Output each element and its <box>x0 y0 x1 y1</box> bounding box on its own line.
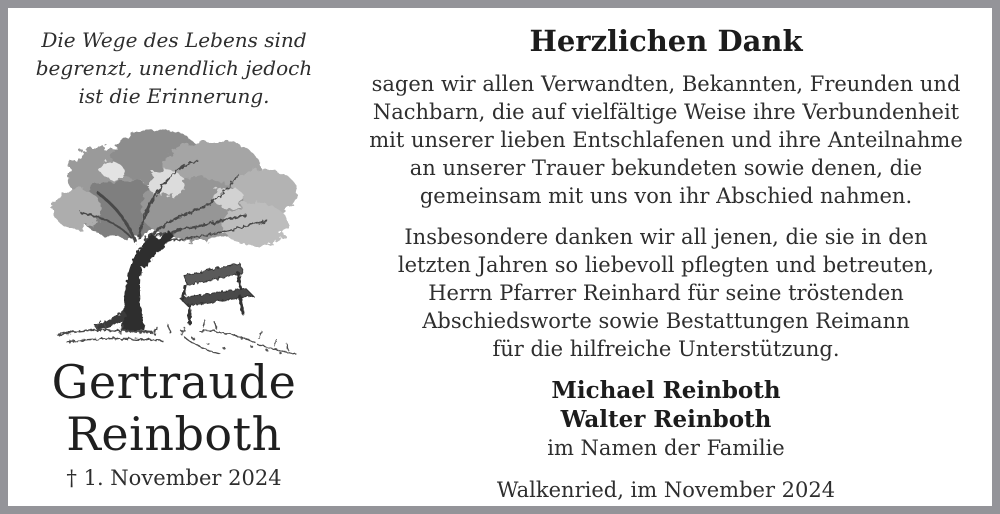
tree-bench-sketch-icon <box>38 116 310 356</box>
notice-card <box>8 8 992 506</box>
paragraph-line: Nachbarn, die auf vielfältige Weise ihre Verbundenheit <box>372 100 960 124</box>
signatory-name: Walter Reinboth <box>560 406 772 433</box>
paragraph-line: mit unserer lieben Entschlafenen und ihre Anteilnahme <box>369 128 963 152</box>
deceased-first-name: Gertraude <box>51 355 297 409</box>
signatory-name: Michael Reinboth <box>551 377 781 404</box>
notice-title: Herzlichen Dank <box>529 24 803 58</box>
paragraph-line: sagen wir allen Verwandten, Bekannten, Freunden und <box>371 72 961 96</box>
deceased-name <box>8 356 340 460</box>
paragraph-line: Abschiedsworte sowie Bestattungen Reimann <box>422 309 910 333</box>
tree-bench-illustration <box>38 116 310 356</box>
death-date: † 1. November 2024 <box>66 466 282 490</box>
right-column <box>340 8 992 506</box>
paragraph-line: an unserer Trauer bekundeten sowie denen, die <box>409 156 923 180</box>
place-date: Walkenried, im November 2024 <box>496 478 836 502</box>
deceased-last-name: Reinboth <box>66 407 282 461</box>
family-note: im Namen der Familie <box>547 436 785 460</box>
quote-line: ist die Erinnerung. <box>78 84 270 108</box>
thanks-paragraph-1 <box>346 70 986 210</box>
quote-line: Die Wege des Lebens sind <box>41 28 307 52</box>
signatories <box>340 376 992 434</box>
paragraph-line: gemeinsam mit uns von ihr Abschied nahmen. <box>419 184 913 208</box>
paragraph-line: Insbesondere danken wir all jenen, die sie in den <box>404 225 928 249</box>
quote-line: begrenzt, unendlich jedoch <box>35 56 313 80</box>
paragraph-line: für die hilfreiche Unterstützung. <box>492 337 840 361</box>
paragraph-line: Herrn Pfarrer Reinhard für seine tröstenden <box>428 281 904 305</box>
left-column <box>8 8 340 506</box>
thanks-paragraph-2 <box>346 223 986 363</box>
memorial-quote <box>8 26 340 110</box>
paragraph-line: letzten Jahren so liebevoll pflegten und betreuten, <box>397 253 935 277</box>
